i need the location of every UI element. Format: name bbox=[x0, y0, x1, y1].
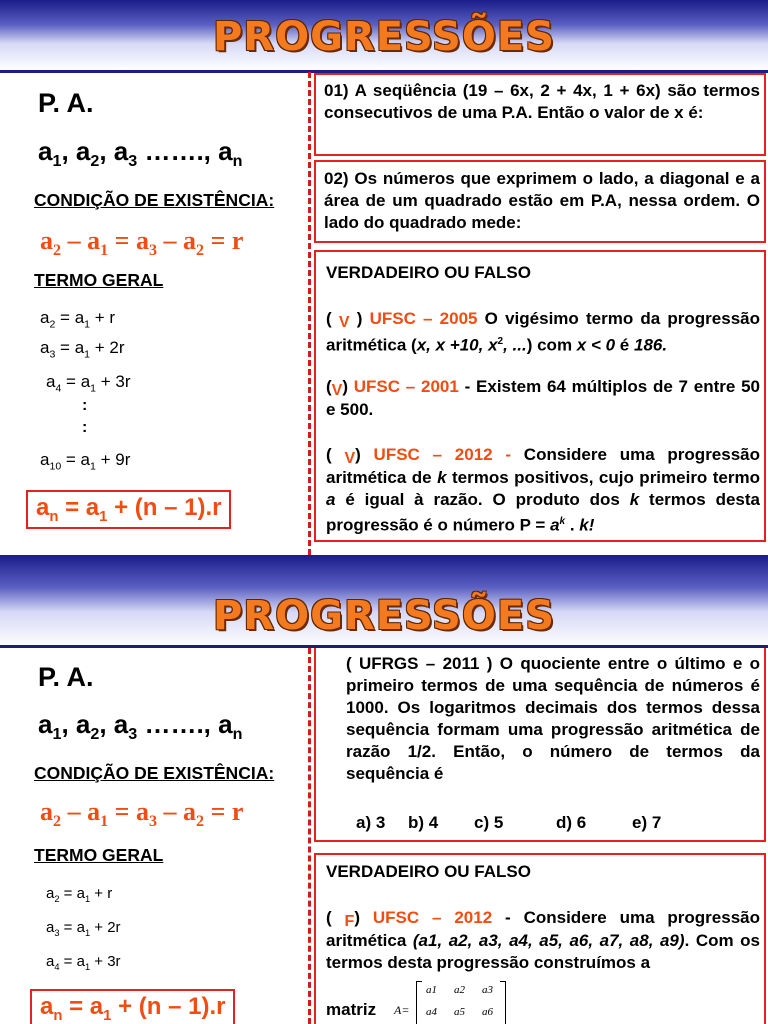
option-d: d) 6 bbox=[556, 813, 587, 832]
slide-2 bbox=[0, 555, 768, 1024]
pa-heading: P. A. bbox=[38, 662, 94, 692]
vertical-dots: : bbox=[82, 397, 88, 414]
condition-label: CONDIÇÃO DE EXISTÊNCIA: bbox=[34, 763, 275, 783]
vertical-dots: : bbox=[82, 419, 88, 436]
pa-heading: P. A. bbox=[38, 88, 94, 118]
general-term-formula: $a_n = a_1 + (n - 1).r$ bbox=[30, 989, 235, 1024]
column-divider bbox=[308, 648, 311, 1024]
slide-title: PROGRESSÕES bbox=[212, 14, 556, 60]
true-false-title: VERDADEIRO OU FALSO bbox=[326, 862, 531, 881]
term-a2: $a_2 = a_1 + r$ bbox=[46, 885, 113, 904]
term-a4: $a_4 = a_1 + 3r$ bbox=[46, 953, 121, 972]
sequence-notation: $a_1$, $a_2$, $a_3$ ……., $a_n$ bbox=[38, 136, 243, 171]
slide-title: PROGRESSÕES bbox=[212, 593, 556, 639]
condition-formula: $a_2 - a_1 = a_3 - a_2 = r$ bbox=[40, 226, 244, 260]
tf-item-2: (V) UFSC – 2001 - Existem 64 múltiplos de 7 entre 50 e 500. bbox=[326, 377, 761, 419]
option-b: b) 4 bbox=[408, 813, 439, 832]
option-a: a) 3 bbox=[356, 813, 386, 832]
tf-item: ( F) UFSC – 2012 - Considere uma progressão aritmética (a1, a2, a3, a4, a5, a6, a7, a8, a9). Com os termos desta progressão construímos a bbox=[326, 908, 761, 972]
question-01: 01) A seqüência (19 – 6x, 2 + 4x, 1 + 6x) são termos consecutivos de uma P.A. Então o valor de x é: bbox=[324, 81, 760, 122]
general-term-label: TERMO GERAL bbox=[34, 270, 164, 290]
term-a3: $a_3 = a_1 + 2r$ bbox=[46, 919, 121, 938]
ufrgs-question: ( UFRGS – 2011 ) O quociente entre o último e o primeiro termos de uma sequência de números é 1000. Os logaritmos decimais dos termos dessa sequência formam uma progressão aritmética de razão 1/2. Então, o número de termos da sequência é bbox=[346, 654, 760, 783]
term-a3: $a_3 = a_1 + 2r$ bbox=[40, 338, 125, 361]
general-term-formula: $a_n = a_1 + (n - 1).r$ bbox=[26, 490, 231, 529]
true-false-title: VERDADEIRO OU FALSO bbox=[326, 263, 531, 282]
answer-options bbox=[356, 813, 661, 833]
option-e: e) 7 bbox=[632, 813, 662, 832]
tf-item-1: ( V ) UFSC – 2005 O vigésimo termo da progressão aritmética (x, x +10, $x^2$, ...) com x < 0 é 186. bbox=[326, 309, 761, 355]
condition-formula: $a_2 - a_1 = a_3 - a_2 = r$ bbox=[40, 797, 244, 831]
matrix-A: A= a1 a2 a3 a4 a5 a6 bbox=[394, 981, 512, 1024]
question-02: 02) Os números que exprimem o lado, a diagonal e a área de um quadrado estão em P.A, nessa ordem. O lado do quadrado mede: bbox=[324, 169, 760, 232]
term-a4: $a_4 = a_1 + 3r$ bbox=[46, 372, 131, 395]
sequence-notation: $a_1$, $a_2$, $a_3$ ……., $a_n$ bbox=[38, 709, 243, 744]
option-c: c) 5 bbox=[474, 813, 504, 832]
term-a10: $a_{10} = a_1 + 9r$ bbox=[40, 450, 131, 473]
term-a2: $a_2 = a_1 + r$ bbox=[40, 308, 116, 331]
condition-label: CONDIÇÃO DE EXISTÊNCIA: bbox=[34, 190, 275, 210]
general-term-label: TERMO GERAL bbox=[34, 845, 164, 865]
tf-item-3: ( V) UFSC – 2012 - Considere uma progressão aritmética de k termos positivos, cujo primeiro termo a é igual à razão. O produto dos k termos desta progressão é o número $P = a^k$ . k! bbox=[326, 445, 761, 535]
matrix-label: matriz bbox=[326, 1000, 377, 1019]
column-divider bbox=[308, 72, 311, 555]
